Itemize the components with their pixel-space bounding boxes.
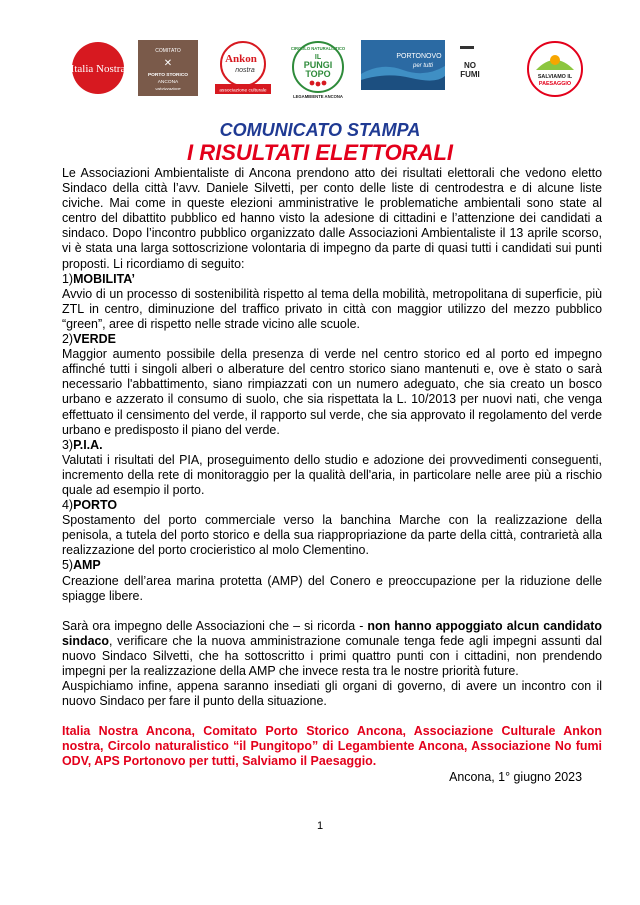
berry-icon [310,81,315,86]
date-line: Ancona, 1° giugno 2023 [449,769,582,784]
point-title: VERDE [73,332,116,347]
closing-p1-end: , verificare che la nuova amministrazione comunale tenga fede agli impegni assunti dal nuovo Sindaco Silvetti, che ha sottoscritto i primi quattro punti con i cittadini, non prendendo impegni per la realizzazione della AMP che invece resta tra le nostre priorità future. [62,633,602,678]
ankon-nostra-logo [213,40,273,96]
point-verde [62,332,602,438]
point-number: 4) [62,498,74,513]
point-text: Spostamento del porto commerciale verso la banchina Marche con la realizzazione della penisola, a tutela del porto storico e della sua riappropriazione da parte della città, contrarietà alla realizzazione del porto crocieristico al molo Clementino. [62,513,602,558]
comitato-porto-storico-logo [138,40,198,96]
title-comunicato-stampa: COMUNICATO STAMPA [219,120,421,140]
italia-nostra-logo-text: Italia Nostra [70,63,126,75]
point-title: P.I.A. [73,437,103,452]
point-number: 2) [62,332,74,347]
point-text: Avvio di un processo di sostenibilità rispetto al tema della mobilità, metropolitana di superficie, più ZTL in centro, diminuzione del traffico privato in città con maggior utilizzo del mezzo pubblico “green”, aree di rispetto nelle strade vicino alle scuole. [62,286,602,331]
berry-icon [322,81,327,86]
spacer [62,709,602,724]
page-number: 1 [316,820,324,832]
pungitopo-l3: TOPO [305,69,331,79]
point-pia [62,438,602,498]
comitato-line1: PORTO STORICO [147,73,189,78]
pungitopo-logo [288,40,348,100]
comitato-line3: valorizzazione [155,86,181,91]
pungitopo-l1: IL [314,54,322,61]
point-mobilita [62,272,602,332]
point-porto [62,498,602,558]
closing-p1-start: Sarà ora impegno delle Associazioni che – si ricorda - [62,618,368,633]
signatories: Italia Nostra Ancona, Comitato Porto Storico Ancona, Associazione Culturale Ankon nostra, Circolo naturalistico “il Pungitopo” di Legambiente Ancona, Associazione No fumi ODV, APS Portonovo per tutti, Salviamo il Paesaggio. [62,724,602,769]
berry-icon [316,82,321,87]
comitato-line2: ANCONA [157,80,179,85]
no-fumi-l1: NO [464,61,476,70]
point-text: Creazione dell’area marina protetta (AMP) del Conero e preoccupazione per la riduzione delle spiagge libere. [62,573,602,603]
closing-p1-bold: non hanno appoggiato alcun candidato sindaco [62,618,602,648]
closing-paragraph-2: Auspichiamo infine, appena saranno insediati gli organi di governo, di avere un incontro con il nuovo Sindaco per fare il punto della situazione. [62,679,602,709]
title-risultati-elettorali: I RISULTATI ELETTORALI [186,140,454,165]
salviamo-il-paesaggio-logo [526,40,584,98]
spacer [62,604,602,619]
paesaggio-l2: PAESAGGIO [538,81,572,87]
portonovo-per-tutti-logo [361,40,445,90]
intro-paragraph: Le Associazioni Ambientaliste di Ancona prendono atto dei risultati elettorali che vedono eletto Sindaco della città l’avv. Daniele Silvetti, per conto delle liste di centrodestra e di alcune liste civiche. Mai come in queste elezioni amministrative le problematiche ambientali sono state al centro del dibattito pubblico ed hanno visto la adesione di cittadini e l’attenzione dei candidati a sindaco. Dopo l’incontro pubblico organizzato dalle Associazioni Ambientaliste il 13 aprile scorso, vi è stata una larga sottoscrizione volontaria di impegno da parte di quasi tutti i candidati sui punti proposti. Li ricordiamo di seguito: [62,166,602,271]
portonovo-l2: per tutti [412,63,434,69]
point-number: 5) [62,558,74,573]
point-title: PORTO [73,498,118,513]
pungitopo-arc-text: CIRCOLO NATURALISTICO [290,46,346,51]
pungitopo-l2: PUNGI [303,60,333,70]
portonovo-l1: PORTONOVO [396,53,442,60]
paesaggio-l1: SALVIAMO IL [537,74,573,80]
point-text: Maggior aumento possibile della presenza di verde nel centro storico ed al porto ed impegno affinché tutti i singoli alberi o alberature del centro storico siano mantenuti e, ove è stato o sarà necessario l'abbattimento, siano rimpiazzati con un numero adeguato, che sia creato un bosco urbano e azzerato il consumo di suolo, che sia rispettata la L. 10/2013 per nuovi nati, che venga effettuato il censimento del verde, il rapporto sul verde, che sia approvato il regolamento del verde urbano e predisposto il piano del verde. [62,347,602,437]
ankon-name-text: Ankon [225,53,257,65]
point-title: AMP [73,558,101,573]
sun-icon [550,55,560,65]
pungitopo-caption: LEGAMBIENTE ANCONA [293,94,343,99]
no-fumi-l2: FUMI [460,70,480,79]
no-fumi-logo [456,40,490,86]
ankon-caption-text: associazione culturale [219,88,267,94]
document-body [62,166,602,785]
point-title: MOBILITA’ [73,271,136,286]
comitato-top-text: COMITATO [155,48,181,54]
point-text: Valutati i risultati del PIA, proseguimento dello studio e adozione dei provvedimenti conseguenti, incremento della rete di monitoraggio per la qualità dell'aria, in particolare nelle aree più a rischio quale ad esempio il porto. [62,452,602,497]
ankon-sub-text: nostra [235,67,255,74]
logo-bar [70,40,590,100]
point-amp [62,558,602,603]
anchor-icon: ✕ [163,58,173,69]
closing-paragraph-1 [62,619,602,679]
point-number: 1) [62,271,74,286]
italia-nostra-logo [70,40,126,96]
point-number: 3) [62,437,74,452]
